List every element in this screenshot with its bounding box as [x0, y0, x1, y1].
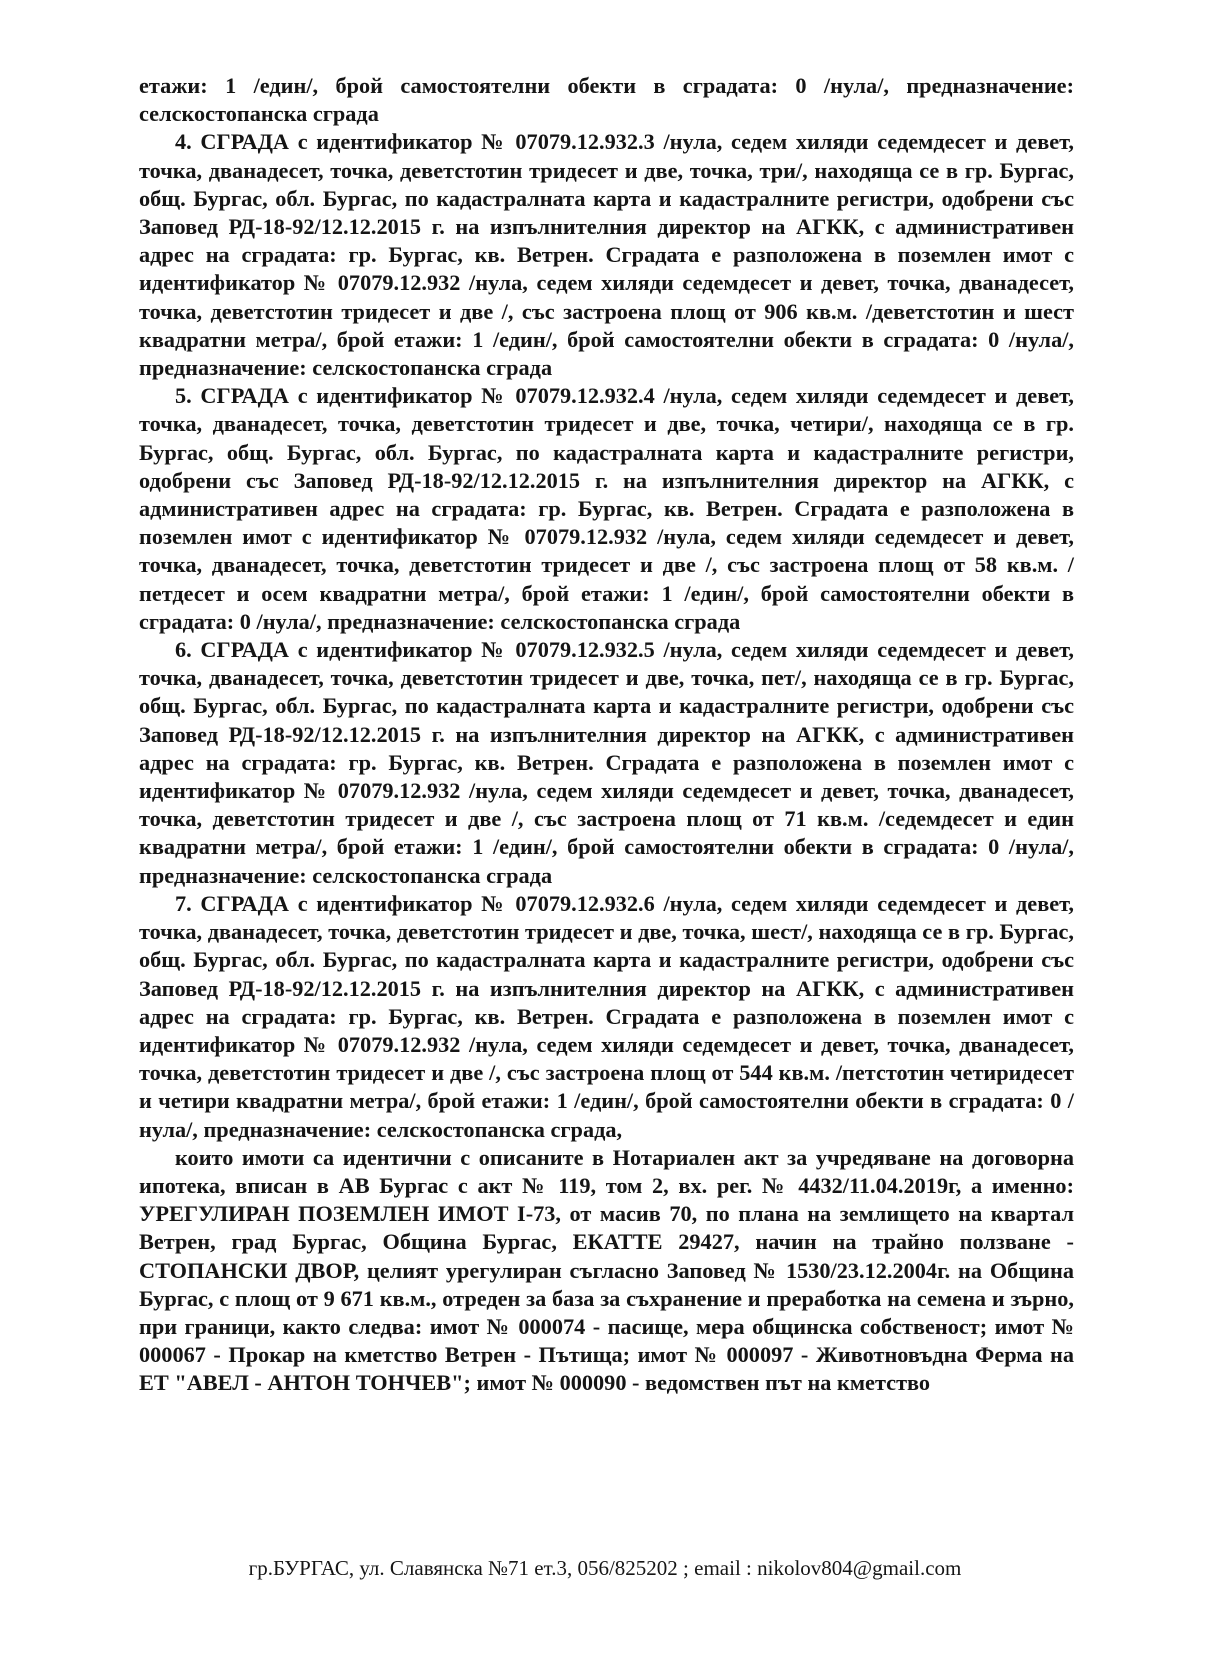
paragraph-building-5: 5. СГРАДА с идентификатор № 07079.12.932.4 /нула, седем хиляди седемдесет и девет, точка, дванадесет, точка, деветстотин тридесет и две, точка, четири/, находяща се в гр. Бургас, общ. Бургас, обл. Бургас, по кадастралната карта и кадастралните регистри, одобрени със Заповед РД-18-92/12.12.2015 г. на изпълнителния директор на АГКК, с административен адрес на сградата: гр. Бургас, кв. Ветрен. Сградата е разположена в поземлен имот с идентификатор № 07079.12.932 /нула, седем хиляди седемдесет и девет, точка, дванадесет, точка, деветстотин тридесет и две /, със застроена площ от 58 кв.м. /петдесет и осем квадратни метра/, брой етажи: 1 /един/, брой самостоятелни обекти в сградата: 0 /нула/, предназначение: селскостопанска сграда — [139, 383, 1074, 634]
paragraph-property-description: които имоти са идентични с описаните в Нотариален акт за учредяване на договорна ипотека, вписан в АВ Бургас с акт № 119, том 2, вх. рег. № 4432/11.04.2019г, а именно: УРЕГУЛИРАН ПОЗЕМЛЕН ИМОТ I-73, от масив 70, по плана на землището на квартал Ветрен, град Бургас, Община Бургас, ЕКАТТЕ 29427, начин на трайно ползване - СТОПАНСКИ ДВОР, целият урегулиран съгласно Заповед № 1530/23.12.2004г. на Община Бургас, с площ от 9 671 кв.м., отреден за база за съхранение и преработка на семена и зърно, при граници, както следва: имот № 000074 - пасище, мера общинска собственост; имот № 000067 - Прокар на кметство Ветрен - Пътища; имот № 000097 - Животновъдна Ферма на ЕТ "АВЕЛ - АНТОН ТОНЧЕВ"; имот № 000090 - ведомствен път на кметство — [139, 1144, 1074, 1396]
document-body — [139, 72, 1074, 1398]
paragraph-building-4: 4. СГРАДА с идентификатор № 07079.12.932.3 /нула, седем хиляди седемдесет и девет, точка, дванадесет, точка, деветстотин тридесет и две, точка, три/, находяща се в гр. Бургас, общ. Бургас, обл. Бургас, по кадастралната карта и кадастралните регистри, одобрени със Заповед РД-18-92/12.12.2015 г. на изпълнителния директор на АГКК, с административен адрес на сградата: гр. Бургас, кв. Ветрен. Сградата е разположена в поземлен имот с идентификатор № 07079.12.932 /нула, седем хиляди седемдесет и девет, точка, дванадесет, точка, деветстотин тридесет и две /, със застроена площ от 906 кв.м. /деветстотин и шест квадратни метра/, брой етажи: 1 /един/, брой самостоятелни обекти в сградата: 0 /нула/, предназначение: селскостопанска сграда — [139, 129, 1074, 381]
paragraph-building-6: 6. СГРАДА с идентификатор № 07079.12.932.5 /нула, седем хиляди седемдесет и девет, точка, дванадесет, точка, деветстотин тридесет и две, точка, пет/, находяща се в гр. Бургас, общ. Бургас, обл. Бургас, по кадастралната карта и кадастралните регистри, одобрени със Заповед РД-18-92/12.12.2015 г. на изпълнителния директор на АГКК, с административен адрес на сградата: гр. Бургас, кв. Ветрен. Сградата е разположена в поземлен имот с идентификатор № 07079.12.932 /нула, седем хиляди седемдесет и девет, точка, дванадесет, точка, деветстотин тридесет и две /, със застроена площ от 71 кв.м. /седемдесет и един квадратни метра/, брой етажи: 1 /един/, брой самостоятелни обекти в сградата: 0 /нула/, предназначение: селскостопанска сграда — [139, 637, 1074, 888]
paragraph-building-7: 7. СГРАДА с идентификатор № 07079.12.932.6 /нула, седем хиляди седемдесет и девет, точка, дванадесет, точка, деветстотин тридесет и две, точка, шест/, находяща се в гр. Бургас, общ. Бургас, обл. Бургас, по кадастралната карта и кадастралните регистри, одобрени със Заповед РД-18-92/12.12.2015 г. на изпълнителния директор на АГКК, с административен адрес на сградата: гр. Бургас, кв. Ветрен. Сградата е разположена в поземлен имот с идентификатор № 07079.12.932 /нула, седем хиляди седемдесет и девет, точка, дванадесет, точка, деветстотин тридесет и две /, със застроена площ от 544 кв.м. /петстотин четиридесет и четири квадратни метра/, брой етажи: 1 /един/, брой самостоятелни обекти в сградата: 0 /нула/, предназначение: селскостопанска сграда, — [139, 890, 1074, 1142]
paragraph-continuation: етажи: 1 /един/, брой самостоятелни обекти в сградата: 0 /нула/, предназначение: селскостопанска сграда — [139, 73, 1074, 127]
page-footer-address: гр.БУРГАС, ул. Славянска №71 ет.3, 056/825202 ; email : nikolov804@gmail.com — [248, 1556, 962, 1580]
